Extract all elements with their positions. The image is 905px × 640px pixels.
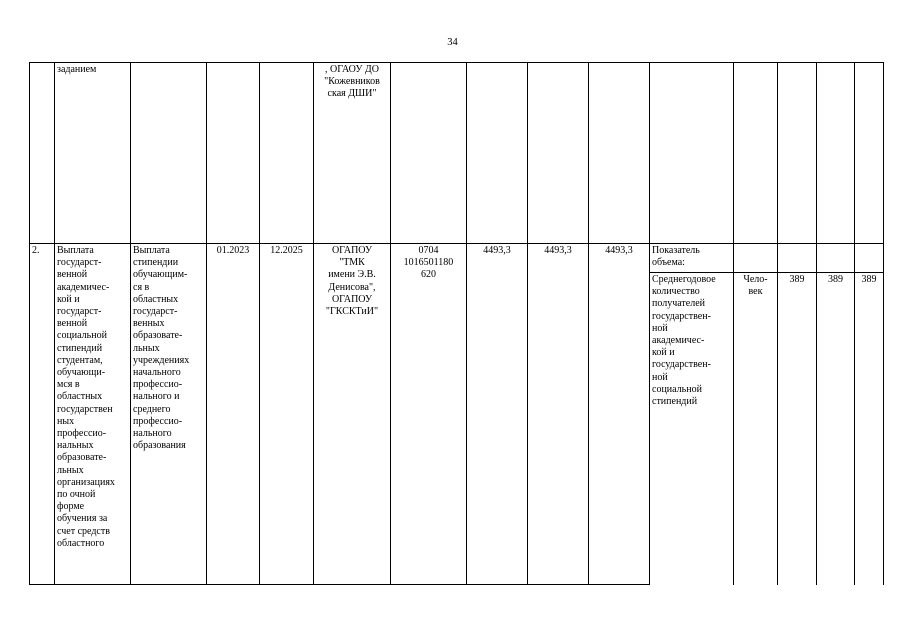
value-3: 389 bbox=[861, 274, 877, 285]
amount-2: 4493,3 bbox=[544, 245, 572, 256]
purpose-tail-text: заданием bbox=[57, 64, 97, 75]
cell-number bbox=[30, 63, 55, 244]
unit-text: Чело- век bbox=[743, 274, 768, 298]
cell-amount-3 bbox=[589, 244, 650, 585]
cell-amount-2 bbox=[528, 244, 589, 585]
cell-number bbox=[30, 244, 55, 585]
cell-amount-1 bbox=[467, 244, 528, 585]
cell-value-3 bbox=[855, 63, 884, 244]
program-activities-table bbox=[29, 62, 884, 585]
cell-budget-code bbox=[391, 244, 467, 585]
cell-value-3 bbox=[855, 273, 884, 585]
cell-budget-code bbox=[391, 63, 467, 244]
indicator-header-text: Показатель объема: bbox=[652, 245, 700, 269]
cell-amount-1 bbox=[467, 63, 528, 244]
start-date: 01.2023 bbox=[216, 245, 250, 256]
cell-description bbox=[131, 63, 207, 244]
cell-start bbox=[207, 244, 260, 585]
cell-indicator-header bbox=[650, 244, 734, 273]
executors-text: ОГАПОУ "ТМК имени Э.В. Денисова", ОГАПОУ "ГКСКТиИ" bbox=[325, 245, 379, 318]
value-2: 389 bbox=[828, 274, 843, 285]
cell-value-2-header bbox=[817, 244, 855, 273]
cell-amount-3 bbox=[589, 63, 650, 244]
end-date: 12.2025 bbox=[270, 245, 303, 256]
description-text: Выплата стипендии обучающим- ся в областных государст- венных образовате- льных учреждениях начального профессио- нального и среднего профессио- нального образования bbox=[133, 245, 190, 452]
cell-value-1 bbox=[778, 273, 817, 585]
cell-value-2 bbox=[817, 63, 855, 244]
cell-unit bbox=[734, 63, 778, 244]
row-number: 2. bbox=[32, 245, 40, 256]
cell-description bbox=[131, 244, 207, 585]
budget-code-text: 0704 1016501180 620 bbox=[403, 245, 454, 281]
cell-end bbox=[260, 244, 314, 585]
task-text: Выплата государст- венной академичес- кой и государст- венной социальной стипендий студентам, обучающи- мся в областных государствен ных профессио- нальных образовате- льных организациях по очной форме обучения за счет средств областного bbox=[57, 245, 115, 549]
indicator-name-text: Среднегодовое количество получателей государствен- ной академичес- кой и государствен- ной социальной стипендий bbox=[652, 274, 716, 408]
table-row-continued bbox=[30, 63, 884, 244]
cell-end bbox=[260, 63, 314, 244]
cell-value-1-header bbox=[778, 244, 817, 273]
cell-executors bbox=[314, 63, 391, 244]
cell-amount-2 bbox=[528, 63, 589, 244]
cell-task bbox=[55, 63, 131, 244]
cell-value-2 bbox=[817, 273, 855, 585]
cell-task bbox=[55, 244, 131, 585]
executors-tail-text: , ОГАОУ ДО "Кожевников ская ДШИ" bbox=[324, 64, 380, 100]
cell-unit bbox=[734, 273, 778, 585]
cell-value-3-header bbox=[855, 244, 884, 273]
amount-3: 4493,3 bbox=[605, 245, 633, 256]
cell-indicator bbox=[650, 273, 734, 585]
cell-unit-header bbox=[734, 244, 778, 273]
page-number: 34 bbox=[447, 37, 458, 48]
cell-executors bbox=[314, 244, 391, 585]
value-1: 389 bbox=[789, 274, 805, 285]
cell-indicator bbox=[650, 63, 734, 244]
amount-1: 4493,3 bbox=[483, 245, 511, 256]
table-row-2 bbox=[30, 244, 884, 273]
cell-start bbox=[207, 63, 260, 244]
cell-value-1 bbox=[778, 63, 817, 244]
